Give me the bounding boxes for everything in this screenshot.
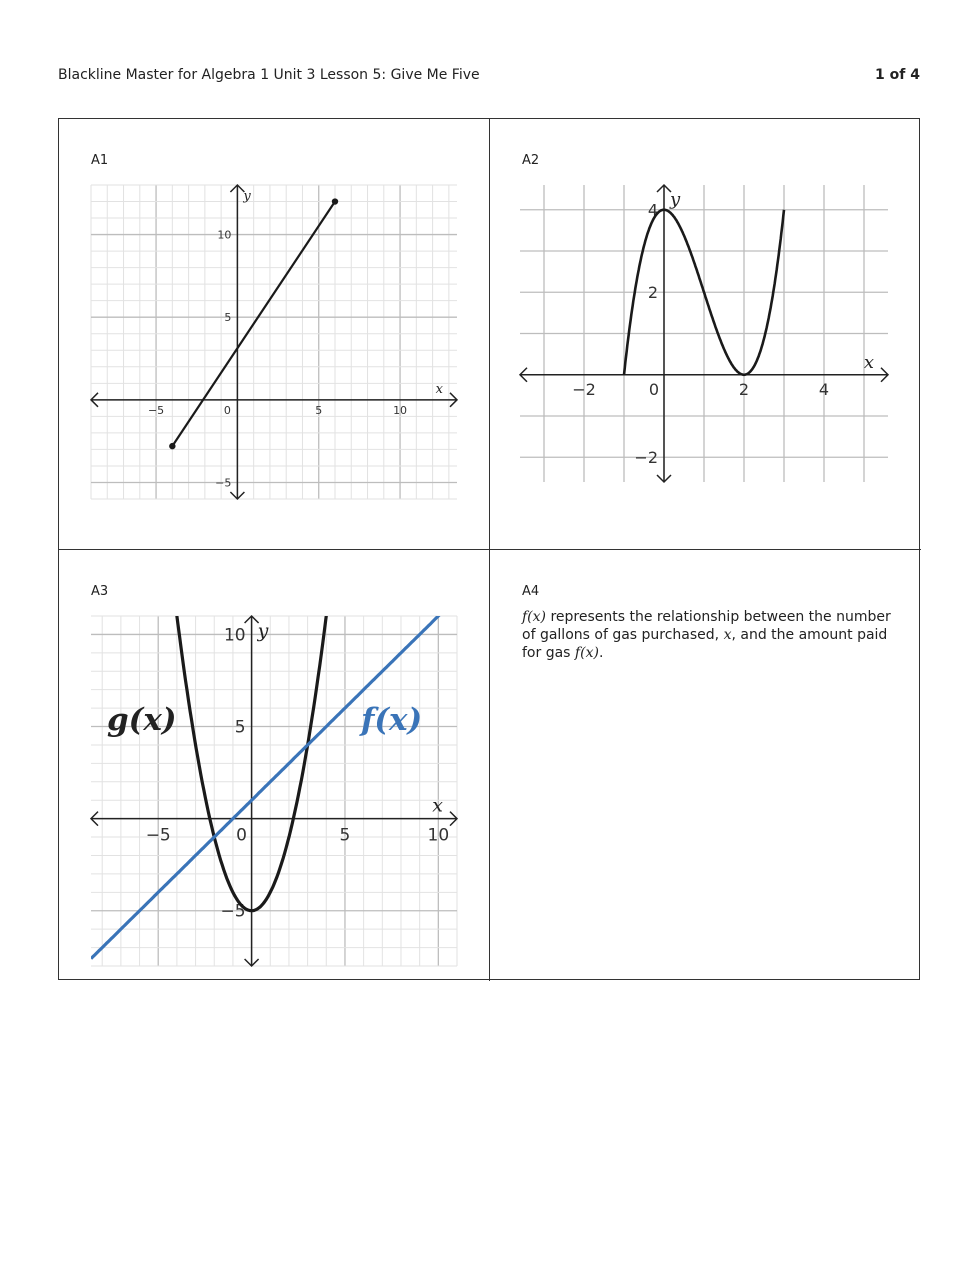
y-tick-label: −2: [634, 447, 658, 467]
y-tick-label: 2: [647, 282, 658, 302]
series-fx: [91, 598, 457, 959]
page-number: 1 of 4: [875, 67, 920, 83]
x-tick-label: 4: [818, 379, 830, 399]
card-grid: [58, 118, 920, 980]
x-axis-label: x: [435, 381, 443, 397]
y-tick-label: 10: [223, 625, 246, 646]
x-tick-label: −2: [572, 379, 596, 399]
desc-part: represents the relationship between the number of gallons of gas purchased,: [522, 609, 891, 643]
card-a2: [490, 119, 921, 550]
x-tick-label: 10: [393, 403, 408, 417]
label-f-of-x: f(x): [361, 702, 423, 738]
x-tick-label: 0: [648, 379, 660, 399]
math-x: x: [723, 627, 732, 643]
x-tick-label: −5: [145, 825, 171, 846]
x-tick-label: 5: [339, 825, 351, 846]
x-tick-label: 5: [315, 403, 323, 417]
y-tick-label: −5: [220, 901, 246, 922]
x-tick-label: 0: [236, 825, 248, 846]
x-axis-label: x: [432, 794, 443, 817]
y-tick-label: −5: [215, 476, 232, 490]
x-axis-label: x: [863, 351, 874, 373]
y-tick-label: 5: [234, 717, 246, 738]
card-a4: [490, 550, 921, 981]
document-title: Blackline Master for Algebra 1 Unit 3 Lesson 5: Give Me Five: [58, 67, 480, 83]
y-axis-label: y: [257, 620, 269, 642]
y-tick-label: 4: [647, 200, 658, 220]
card-label: A4: [522, 584, 540, 599]
card-a1: [59, 119, 490, 550]
desc-part: , and the amount paid for gas: [522, 627, 888, 661]
card-a3: [59, 550, 490, 981]
x-tick-label: 2: [738, 379, 750, 399]
y-tick-label: 10: [217, 228, 232, 242]
math-fx: f(x): [522, 609, 547, 625]
y-tick-label: 5: [224, 311, 232, 325]
label-g-of-x: g(x): [107, 702, 177, 738]
desc-part: .: [598, 645, 604, 661]
card-label: A1: [91, 153, 109, 168]
card-label: A2: [522, 153, 540, 168]
card-description: [522, 608, 892, 662]
x-tick-label: 10: [427, 825, 450, 846]
card-label: A3: [91, 584, 109, 599]
graph-a3: [59, 550, 490, 981]
x-tick-label: 0: [223, 403, 231, 417]
graph-a1: [59, 119, 490, 550]
graph-a2: [490, 119, 921, 550]
endpoint-dot: [169, 443, 175, 449]
math-fx: f(x): [574, 645, 599, 661]
y-axis-label: y: [670, 189, 681, 210]
x-tick-label: −5: [147, 403, 165, 417]
endpoint-dot: [332, 198, 338, 204]
y-axis-label: y: [243, 189, 251, 204]
